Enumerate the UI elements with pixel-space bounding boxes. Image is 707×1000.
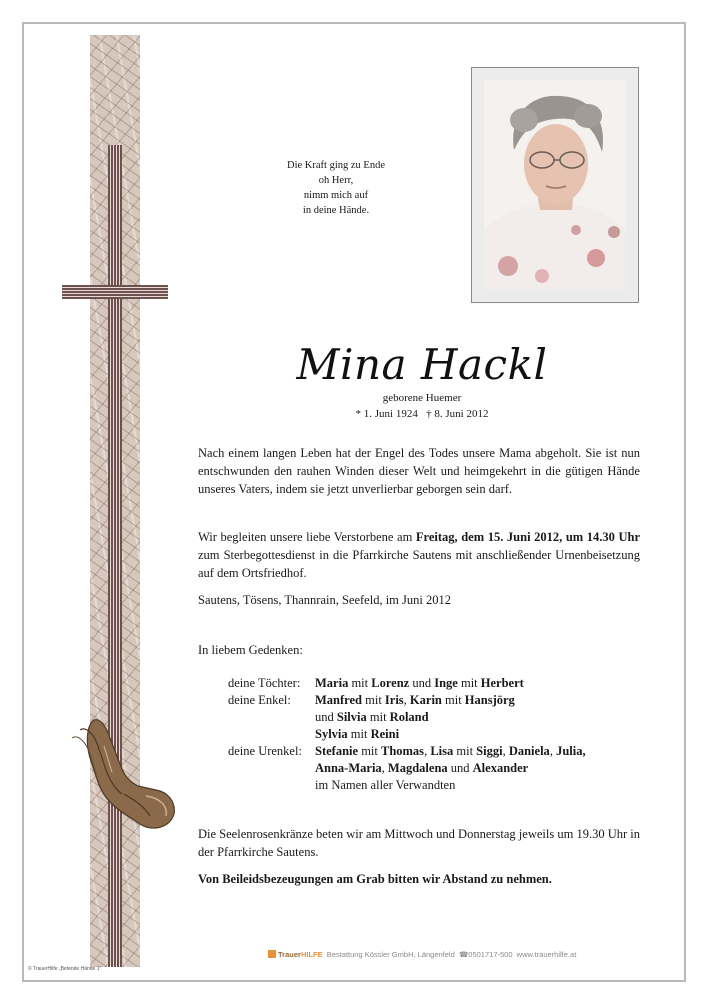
connector: und — [447, 761, 473, 775]
copyright-note: © TrauerHilfe „Betende Hände 1" — [28, 966, 102, 972]
name: Julia, — [556, 744, 586, 758]
paragraph-funeral — [198, 528, 640, 582]
brand-name-highlight: HILFE — [300, 950, 323, 959]
verse-line: Die Kraft ging zu Ende — [287, 160, 385, 171]
verse — [236, 158, 436, 218]
verse-line: oh Herr, — [318, 175, 354, 186]
verse-line: nimm mich auf — [303, 190, 369, 201]
name: Daniela — [508, 744, 550, 758]
name: Thomas — [380, 744, 425, 758]
daughters-names — [315, 675, 524, 692]
cross-horizontal-beam — [62, 285, 168, 299]
connector: mit — [457, 676, 481, 690]
portrait-photo — [484, 80, 626, 290]
name: Reini — [370, 727, 400, 741]
grandchildren-label: deine Enkel: — [228, 693, 291, 707]
praying-hands-icon — [64, 716, 179, 834]
connector: , — [549, 744, 557, 758]
funeral-date: Freitag, dem 15. Juni 2012, um 14.30 Uhr — [415, 530, 640, 544]
paragraph-intro: Nach einem langen Leben hat der Engel des Todes unsere Mama abgeholt. Sie ist nun entschwunden den rauhen Winden dieser Welt und heimgekehrt in die gütigen Hände unseres Vaters, indem sie jetzt unverlierbar geborgen sein darf. — [198, 446, 640, 496]
name: Inge — [434, 676, 458, 690]
deceased-name: Mina Hackl — [296, 340, 548, 389]
grandchildren-line-2 — [315, 709, 429, 726]
life-dates: * 1. Juni 1924 † 8. Juni 2012 — [355, 408, 489, 420]
company-name: Bestattung Kössler GmbH, Längenfeld — [322, 950, 455, 959]
funeral-text-c: zum Sterbegottesdienst in die Pfarrkirche Sautens mit anschließender Urnenbeisetzung auf dem Ortsfriedhof. — [198, 548, 640, 580]
in-memory-heading: In liebem Gedenken: — [198, 643, 303, 657]
connector: , — [381, 761, 388, 775]
name: Stefanie — [315, 744, 359, 758]
cross-vertical-beam — [108, 145, 122, 967]
connector: mit — [362, 693, 385, 707]
connector: mit — [347, 727, 371, 741]
name: Roland — [389, 710, 429, 724]
trauerhilfe-logo-icon — [268, 950, 276, 958]
website-link[interactable]: www.trauerhilfe.at — [512, 950, 577, 959]
name: Silvia — [336, 710, 367, 724]
connector: mit — [348, 676, 372, 690]
name: Anna-Maria — [315, 761, 382, 775]
connector: mit — [453, 744, 477, 758]
name: Hansjörg — [464, 693, 515, 707]
connector: , — [502, 744, 509, 758]
connector: mit — [441, 693, 465, 707]
phone-number: ☎0501717-500 — [454, 950, 513, 959]
daughters-label: deine Töchter: — [228, 676, 301, 690]
great-grandchildren-label: deine Urenkel: — [228, 744, 302, 758]
name: Alexander — [472, 761, 529, 775]
name: Lorenz — [371, 676, 410, 690]
verse-line: in deine Hände. — [302, 205, 370, 216]
name: Manfred — [315, 693, 362, 707]
funeral-text-a: Wir begleiten unsere liebe Verstorbene am — [198, 530, 416, 544]
name: Sylvia — [315, 727, 348, 741]
grandchildren-line-3 — [315, 726, 399, 743]
paragraph-rosary: Die Seelenrosenkränze beten wir am Mittwoch und Donnerstag jeweils um 19.30 Uhr in der Pfarrkirche Sautens. — [198, 827, 640, 859]
brand-name: Trauer — [278, 950, 301, 959]
name: Lisa — [430, 744, 454, 758]
birth-name: geborene Huemer — [382, 392, 462, 404]
name: Maria — [315, 676, 349, 690]
great-grandchildren-line-1 — [315, 743, 586, 760]
connector: , — [424, 744, 431, 758]
name: Siggi — [476, 744, 503, 758]
connector: , — [403, 693, 410, 707]
connector: mit — [358, 744, 381, 758]
connector: mit — [366, 710, 390, 724]
name: Iris — [384, 693, 404, 707]
name: Magdalena — [387, 761, 448, 775]
great-grandchildren-line-2 — [315, 760, 528, 777]
name: Karin — [409, 693, 442, 707]
footer — [268, 950, 628, 959]
connector: und — [409, 676, 435, 690]
connector: und — [315, 710, 337, 724]
name: Herbert — [480, 676, 524, 690]
grandchildren-line-1 — [315, 692, 515, 709]
place-date: Sautens, Tösens, Thannrain, Seefeld, im Juni 2012 — [198, 593, 451, 607]
condolence-notice: Von Beileidsbezeugungen am Grab bitten wir Abstand zu nehmen. — [198, 872, 552, 886]
relatives-line: im Namen aller Verwandten — [315, 778, 456, 792]
